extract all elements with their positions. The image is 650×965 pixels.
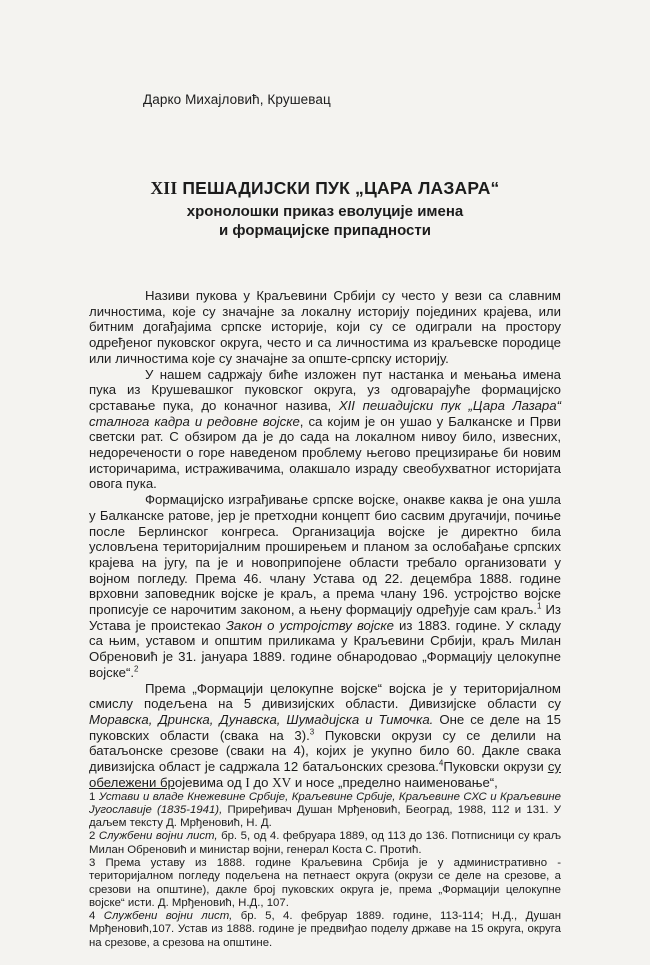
p4-text-f: до bbox=[249, 774, 273, 790]
p4-text-d: Пуковски окрузи bbox=[443, 759, 548, 775]
footnote-ref-2: 2 bbox=[134, 664, 139, 674]
fn4-text: бр. 5, 4. фебруар 1889. године, 113-114; Н.Д., Душан Мрђеновић,107. Устав из 1888. године је предвиђао поделу државе на 15 округа, округа на срезове, а срезова на општине. bbox=[89, 910, 562, 949]
p4-roman-1: I bbox=[245, 774, 250, 790]
fn2-text: бр. 5, од 4. фебруара 1889, од 113 до 136. Потписници су краљ Милан Обреновић и министар војни, генерал Коста С. Протић. bbox=[89, 830, 562, 856]
p4-underlined: су обележени бр bbox=[89, 759, 561, 790]
p2-italic: XII пешадијски пук „Цара Лазара“ сталнога кадра и редовне војске bbox=[89, 397, 561, 429]
p3-text-a: Формацијско изграђивање српске војске, онакве каква је она ушла у Балканске ратове, јер је претходни концепт био сасвим другачији, почиње после Берлинског конгреса. Организација војске је директно била условљена територијалним проширењем и планом за ослобађање српских крајева на југу, па је и новоприпојене области требало организовати у војном погледу. Према 46. члану Устава од 22. децембра 1888. године врховни заповедник војске је краљ, а према члану 196. устројство војске прописује се нарочитим законом, а њену формацију одређује сам краљ. bbox=[89, 492, 561, 618]
p3-text-b: Из Устава је проистекао bbox=[89, 602, 561, 633]
fn4-italic: Службени војни лист, bbox=[103, 910, 233, 923]
paragraph-3 bbox=[89, 492, 561, 680]
article-title bbox=[100, 178, 550, 199]
article-body bbox=[89, 288, 561, 950]
p3-text-c: из 1883. године. У складу са њим, уставом и општим приликама у Краљевини Србији, краљ Милан Обреновић је 31. јануара 1889. године обнародовао „Формацију целокупне војске“. bbox=[89, 617, 561, 680]
paragraph-4 bbox=[89, 681, 561, 791]
title-main: ПЕШАДИЈСКИ ПУК „ЦАРА ЛАЗАРА“ bbox=[182, 178, 500, 198]
p4-text-c: Пуковски окрузи су се делили на батаљонске срезове (сваки на 4), којих је укупно било 60. Дакле свака дивизијска област је садржала 12 батаљонских срезова. bbox=[89, 727, 561, 775]
p3-italic: Закон о устројству војске bbox=[225, 617, 394, 633]
footnote-ref-4: 4 bbox=[438, 758, 444, 768]
p2-text-a: У нашем садржају биће изложен пут настанка и мењања имена пука из Крушевашког пуковског округа, уз одговарајуће формацијско срстaвaњe пука, до коначног назива, bbox=[89, 366, 561, 413]
fn2-italic: Службени војни лист, bbox=[98, 830, 218, 843]
footnote-ref-1: 1 bbox=[536, 601, 542, 611]
footnotes bbox=[89, 791, 561, 951]
footnote-1 bbox=[89, 791, 561, 831]
p4-italic: Моравска, Дринска, Дунавска, Шумадијска и Тимочка. bbox=[89, 711, 434, 727]
p4-text-b: Оне се деле на 15 пуковских области (свака на 3). bbox=[89, 711, 561, 743]
p4-text-e: ојевима од bbox=[174, 774, 246, 790]
footnote-3: 3 Према уставу из 1888. године Краљевина Србија је у административно - територијалном погледу подељена на петнаест округа (окрузи се деле на срезове, а срезови на општине), дакле број пуковских округа је, према „Формацији целокупне војске“ исти. Д. Мрђеновић, Н.Д., 107. bbox=[89, 856, 561, 909]
footnote-ref-3: 3 bbox=[309, 727, 315, 737]
title-block bbox=[100, 178, 550, 240]
paragraph-2 bbox=[89, 367, 561, 493]
fn1-text: Приређивач Душан Мрђеновић, Београд, 1988, 112 и 131. У даљем тексту Д. Мрђеновић, Н. Д. bbox=[89, 803, 561, 830]
p4-roman-15: XV bbox=[272, 774, 292, 790]
fn1-italic: Устави и владе Кнежевине Србије, Краљевине Србије, Краљевине СХС и Краљевине Југославије (1835-1941), bbox=[89, 790, 562, 816]
subtitle-line-2: и формацијске припадности bbox=[219, 222, 431, 239]
subtitle-line-1: хронолошки приказ еволуције имена bbox=[186, 203, 464, 220]
p4-text-a: Према „Формацији целокупне војске“ војска је у територијалном смислу подељена на 5 дивизијских области. Дивизијске области су bbox=[89, 680, 561, 712]
author-line: Дарко Михајловић, Крушевац bbox=[143, 92, 331, 107]
fn4-num: 4 bbox=[89, 910, 104, 923]
footnote-4 bbox=[89, 910, 561, 950]
footnote-2 bbox=[89, 830, 561, 857]
fn1-num: 1 bbox=[89, 790, 99, 803]
fn2-num: 2 bbox=[89, 830, 99, 843]
title-roman-numeral: XII bbox=[150, 178, 178, 198]
article-subtitle bbox=[100, 202, 550, 240]
p2-text-b: , са којим је он ушао у Балканске и Први светски рат. С обзиром да је до сада на локалном нивоу било, извесних, недоречености о горе наведеном проблему његово прецизирање би новим историчарима, истраживачима, олакшало израду свеобухватног историјата овога пука. bbox=[89, 413, 561, 492]
p4-text-g: и носе „пределно наименовање“, bbox=[291, 774, 498, 790]
paragraph-1: Називи пукова у Краљевини Србији су често у вези са славним личностима, које су значајне за локалну историју појединих крајева, или битним догађајима српске историје, који су се одигрaли на простору одређеног пуковског округа, често и са личностима из краљевске породице или личностима које су значајне за опште-српску историју. bbox=[89, 288, 561, 366]
